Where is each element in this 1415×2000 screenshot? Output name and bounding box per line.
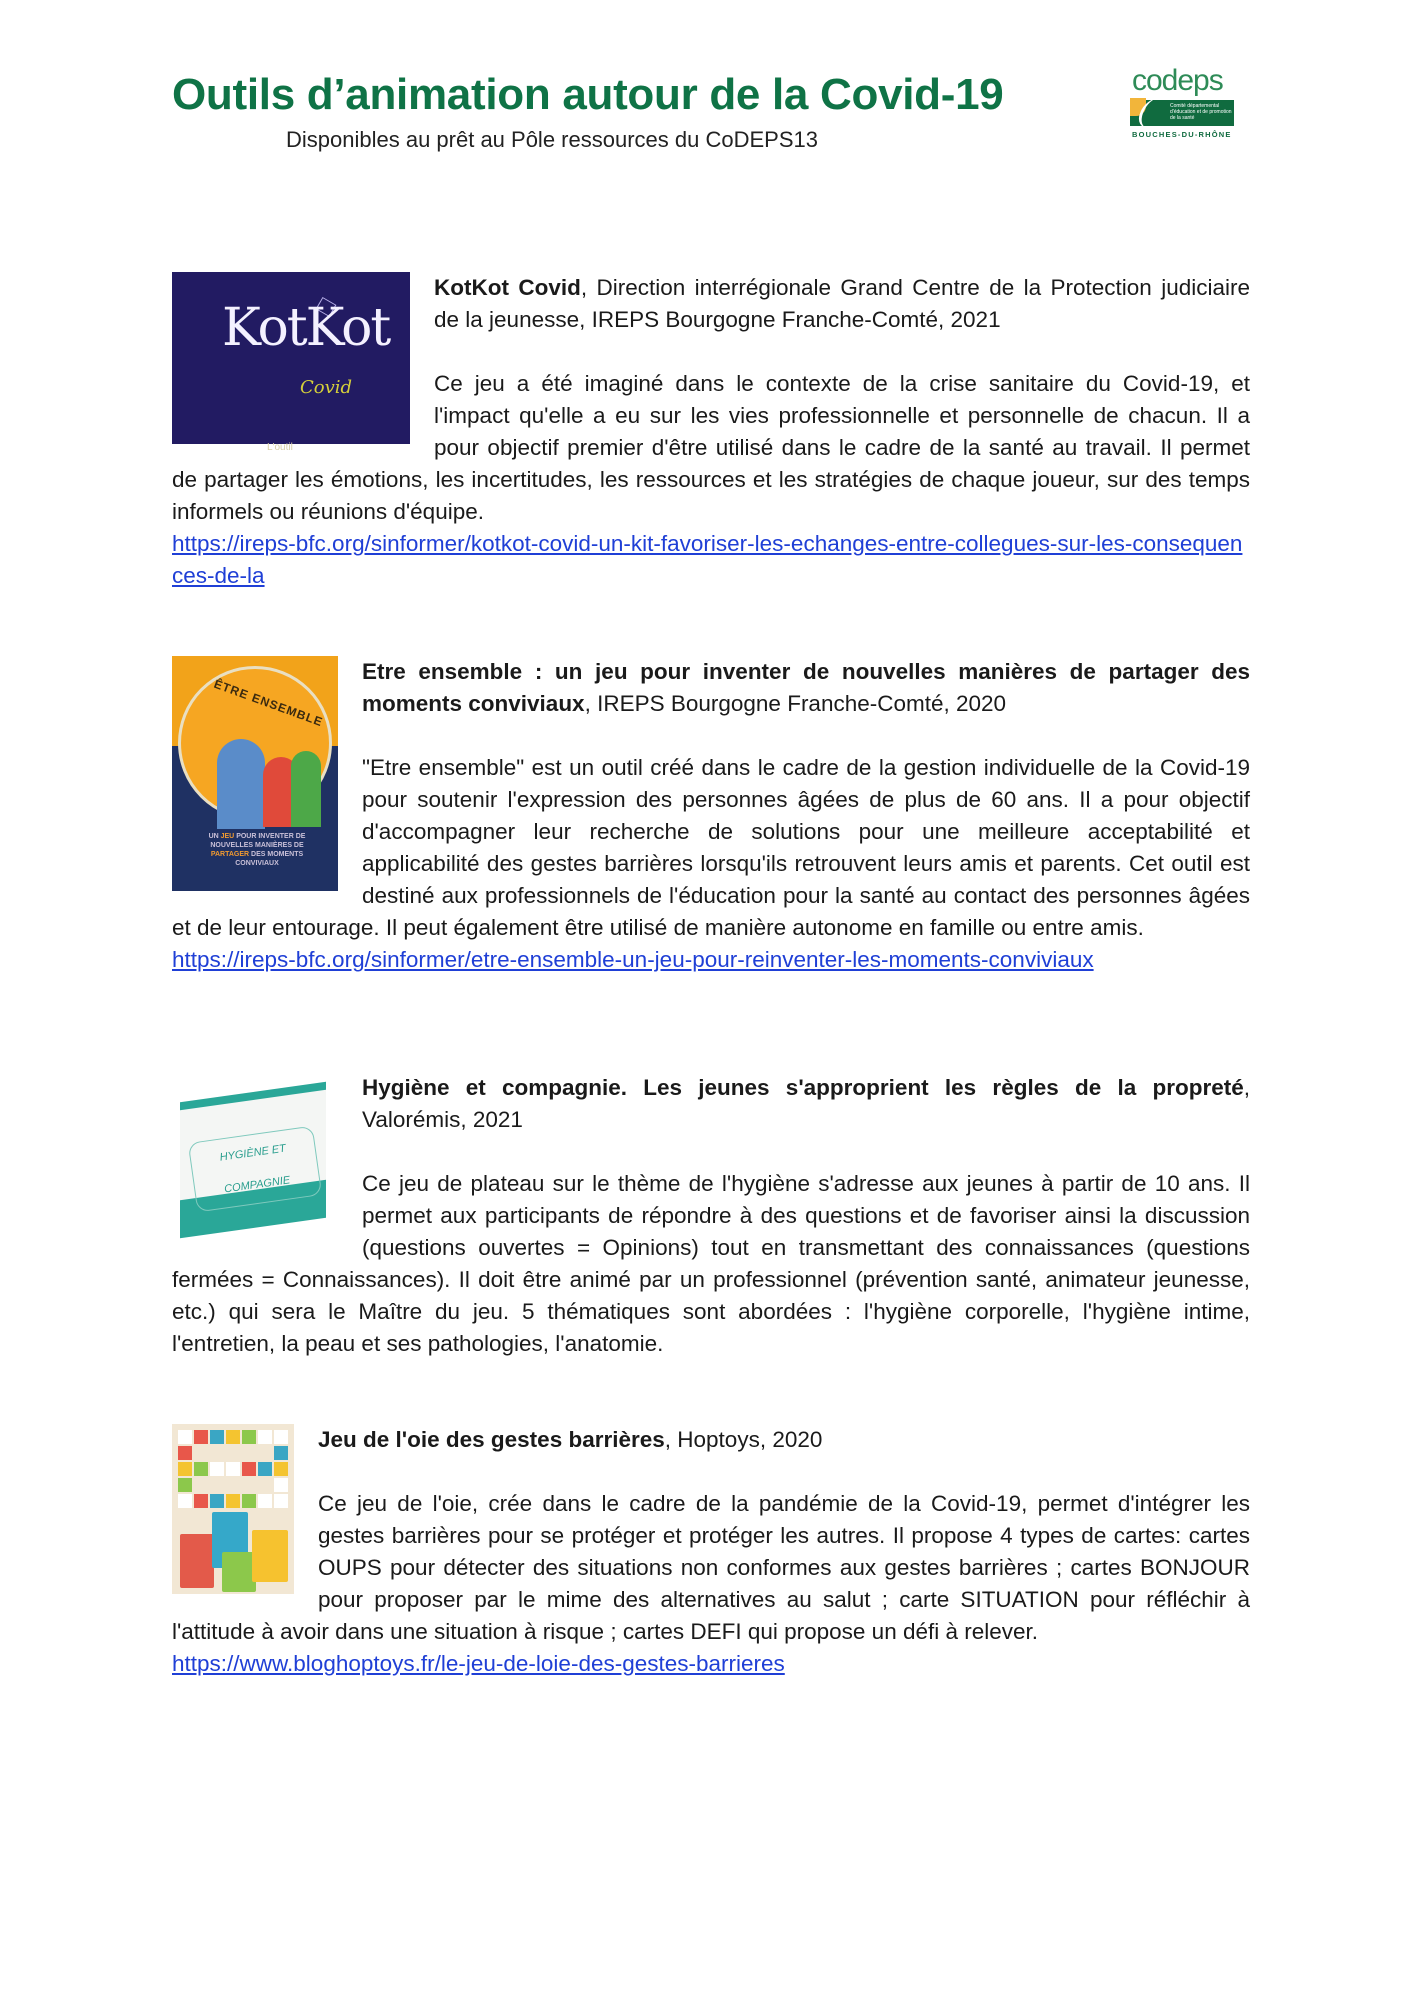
logo-region: BOUCHES-DU-RHÔNE (1132, 130, 1232, 139)
entry-publisher: , IREPS Bourgogne Franche-Comté, 2020 (584, 691, 1007, 716)
board-cell (226, 1462, 240, 1476)
person-figure (291, 751, 321, 827)
resource-entry-hygiene (172, 1072, 1250, 1360)
entry-link[interactable]: https://ireps-bfc.org/sinformer/etre-ensemble-un-jeu-pour-reinventer-les-moments-conviviaux (172, 947, 1094, 972)
board-cell (194, 1462, 208, 1476)
board-cell (258, 1494, 272, 1508)
board-cell (274, 1430, 288, 1444)
card-situation (222, 1552, 256, 1592)
entry-publisher: , Valorémis, 2021 (362, 1075, 1250, 1132)
entry-heading (172, 1072, 1250, 1136)
logo-wordmark: codeps (1132, 64, 1223, 97)
entry-title: Hygiène et compagnie. Les jeunes s'approprient les règles de la propreté (362, 1075, 1244, 1100)
card-defi (252, 1530, 288, 1582)
entry-title: Jeu de l'oie des gestes barrières (318, 1427, 665, 1452)
entry-publisher: , Direction interrégionale Grand Centre de la Protection judiciaire de la jeunesse, IREPS Bourgogne Franche-Comté, 2021 (434, 275, 1250, 332)
board-cell (242, 1494, 256, 1508)
board-cell (178, 1478, 192, 1492)
board-cell (274, 1462, 288, 1476)
entry-description: Ce jeu de l'oie, crée dans le cadre de la pandémie de la Covid-19, permet d'intégrer les gestes barrières pour se protéger et protéger les autres. Il propose 4 types de cartes: cartes OUPS pour détecter des situations non conformes aux gestes barrières ; cartes BONJOUR pour proposer par le mime des alternatives au salut ; carte SITUATION pour réfléchir à l'attitude à avoir dans une situation à risque ; cartes DEFI qui propose un défi à relever. (172, 1491, 1250, 1644)
page-title: Outils d’animation autour de la Covid-19 (172, 70, 1004, 119)
cover-title: HYGIÈNE ET COMPAGNIE (188, 1126, 323, 1213)
resource-entry-jeu-oie (172, 1424, 1250, 1680)
entry-title: Etre ensemble : un jeu pour inventer de nouvelles manières de partager des moments conviviaux (362, 659, 1250, 716)
board-cell (210, 1494, 224, 1508)
board-cell (274, 1478, 288, 1492)
person-figure (217, 739, 265, 829)
board-cell (194, 1494, 208, 1508)
card-oups (180, 1534, 214, 1588)
entry-title: KotKot Covid (434, 275, 581, 300)
resource-entry-etre-ensemble (172, 656, 1250, 976)
cover-subtitle: Covid (300, 377, 353, 398)
hygiene-box-image (172, 1072, 332, 1230)
board-cell (178, 1494, 192, 1508)
board-cell (226, 1430, 240, 1444)
board-cell (194, 1430, 208, 1444)
cover-title: KotKot (222, 298, 390, 358)
entry-heading (172, 1424, 1250, 1456)
board-cell (242, 1462, 256, 1476)
entry-publisher: , Hoptoys, 2020 (664, 1427, 823, 1452)
entry-link[interactable]: https://www.bloghoptoys.fr/le-jeu-de-loie-des-gestes-barrieres (172, 1651, 785, 1676)
etre-ensemble-cover-image (172, 656, 338, 891)
logo-tagline: Comité départemental d'éducation et de promotion de la santé (1170, 103, 1232, 121)
board-cell (274, 1494, 288, 1508)
board-cell (210, 1430, 224, 1444)
resource-entry-kotkot (172, 272, 1250, 592)
entry-description: Ce jeu a été imaginé dans le contexte de la crise sanitaire du Covid-19, et l'impact qu'elle a eu sur les vies professionnelle et personnelle de chacun. Il a pour objectif premier d'être utilisé dans le cadre de la santé au travail. Il permet de partager les émotions, les incertitudes, les ressources et les stratégies de chaque joueur, sur des temps informels ou réunions d'équipe. (172, 371, 1250, 524)
page-subtitle: Disponibles au prêt au Pôle ressources du CoDEPS13 (286, 127, 818, 152)
entry-description: Ce jeu de plateau sur le thème de l'hygiène s'adresse aux jeunes à partir de 10 ans. Il permet aux participants de répondre à des questions et de favoriser ainsi la discussion (questions ouvertes = Opinions) tout en transmettant des connaissances (questions fermées = Connaissances). Il doit être animé par un professionnel (prévention santé, animateur jeunesse, etc.) qui sera le Maître du jeu. 5 thématiques sont abordées : l'hygiène corporelle, l'hygiène intime, l'entretien, la peau et ses pathologies, l'anatomie. (172, 1171, 1250, 1356)
codeps-logo (1128, 64, 1238, 142)
cover-tagline: UN JEU POUR INVENTER DE NOUVELLES MANIÈRES DE PARTAGER DES MOMENTS CONVIVIAUX (208, 833, 306, 867)
board-cell (258, 1462, 272, 1476)
board-cell (274, 1446, 288, 1460)
board-cell (178, 1430, 192, 1444)
kotkot-cover-image (172, 272, 410, 453)
cover-illustration (178, 666, 332, 820)
board-cell (226, 1494, 240, 1508)
board-cell (258, 1430, 272, 1444)
board-cell (178, 1462, 192, 1476)
jeu-oie-image (172, 1424, 294, 1594)
entry-description: "Etre ensemble" est un outil créé dans le cadre de la gestion individuelle de la Covid-19 pour soutenir l'expression des personnes âgées de plus de 60 ans. Il a pour objectif d'accompagner leur recherche de solutions pour une meilleure acceptabilité et applicabilité des gestes barrières lorsqu'ils retrouvent leurs amis et parents. Cet outil est destiné aux professionnels de l'éducation pour la santé au contact des personnes âgées et de leur entourage. Il peut également être utilisé de manière autonome en famille ou entre amis. (172, 755, 1250, 940)
cover-title: ÊTRE ENSEMBLE (212, 676, 325, 730)
entry-link[interactable]: https://ireps-bfc.org/sinformer/kotkot-covid-un-kit-favoriser-les-echanges-entre-collegues-sur-les-consequences-de-la (172, 531, 1243, 588)
cover-footer: L'outil (267, 442, 293, 453)
board-cell (242, 1430, 256, 1444)
board-cell (210, 1462, 224, 1476)
board-cell (178, 1446, 192, 1460)
